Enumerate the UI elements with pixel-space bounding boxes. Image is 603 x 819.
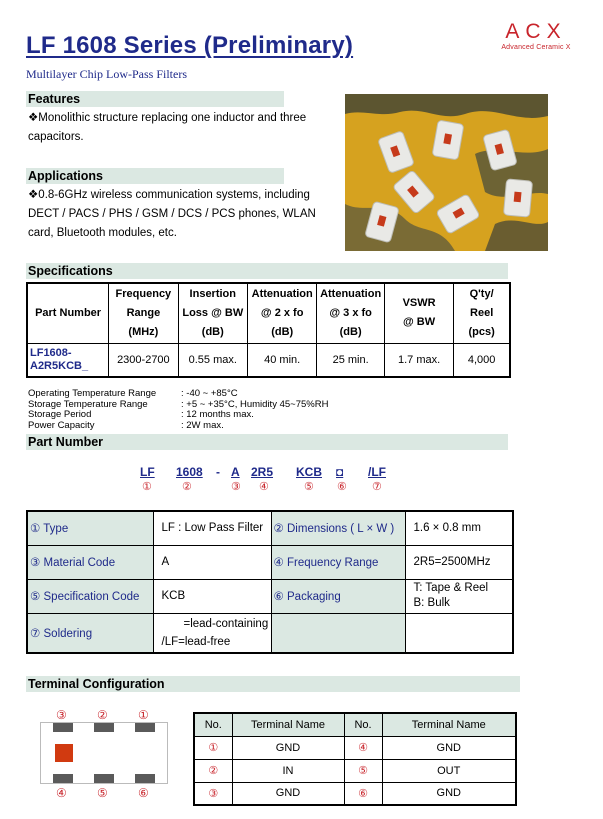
pn-label-soldering: ⑦ Soldering (27, 613, 153, 653)
spec-header-row (27, 283, 510, 343)
table-row (194, 782, 516, 805)
pad-6 (135, 774, 155, 783)
terminal-no: ④ (344, 736, 382, 759)
pn-row (27, 511, 513, 545)
pn-label-empty (271, 613, 405, 653)
applications-item: ❖0.8-6GHz wireless communication systems, including DECT / PACS / PHS / GSM / DCS / PCS phones, WLAN card, Bluetooth modules, etc. (28, 189, 316, 239)
pn-code-soldering: /LF (368, 465, 386, 479)
pn-label-spec: ⑤ Specification Code (27, 579, 153, 613)
product-photo (345, 94, 548, 251)
pn-value-soldering: =lead-containing /LF=lead-free (153, 613, 271, 653)
applications-heading: Applications (26, 168, 284, 184)
pn-index-6: ⑥ (337, 481, 347, 493)
condition-row: Power Capacity : 2W max. (28, 419, 224, 431)
pn-index-3: ③ (231, 481, 241, 493)
pn-dash: - (216, 465, 220, 479)
insertion-loss-cell: 0.55 max. (178, 343, 247, 377)
condition-row: Operating Temperature Range : -40 ~ +85°C (28, 388, 238, 399)
terminal-name: IN (232, 759, 344, 782)
th-no-1: No. (194, 713, 232, 736)
pin-label-4: ④ (56, 786, 67, 800)
col-vswr: VSWR @ BW (384, 283, 453, 343)
pn-label-packaging: ⑥ Packaging (271, 579, 405, 613)
pn-index-7: ⑦ (372, 481, 382, 493)
pn-index-2: ② (182, 481, 192, 493)
operating-conditions (28, 389, 328, 431)
col-part-number: Part Number (27, 283, 109, 343)
part-number-heading: Part Number (26, 434, 508, 450)
pn-code-spec: KCB (296, 465, 322, 479)
col-atten-2fo: Attenuation @ 2 x fo (dB) (247, 283, 316, 343)
pn-label-frequency: ④ Frequency Range (271, 545, 405, 579)
pn-code-dimensions: 1608 (176, 465, 203, 479)
th-no-2: No. (344, 713, 382, 736)
pn-label-material: ③ Material Code (27, 545, 153, 579)
pn-index-5: ⑤ (304, 481, 314, 493)
col-atten-3fo: Attenuation @ 3 x fo (dB) (317, 283, 384, 343)
atten-2fo-cell: 40 min. (247, 343, 316, 377)
th-terminal-name-1: Terminal Name (232, 713, 344, 736)
pn-value-empty (405, 613, 513, 653)
page-subtitle: Multilayer Chip Low-Pass Filters (26, 67, 187, 81)
pn-value-packaging: T: Tape & Reel B: Bulk (405, 579, 513, 613)
pn-code-frequency: 2R5 (251, 465, 274, 479)
polarity-mark (55, 744, 73, 762)
part-number-cell: LF1608- A2R5KCB_ (27, 343, 109, 377)
pn-label-type: ① Type (27, 511, 153, 545)
terminal-no: ⑥ (344, 782, 382, 805)
terminal-no: ③ (194, 782, 232, 805)
atten-3fo-cell: 25 min. (317, 343, 384, 377)
pn-code-type: LF (140, 465, 155, 479)
terminal-table (193, 712, 517, 806)
part-number-table (26, 510, 514, 654)
spec-data-row (27, 343, 510, 377)
pn-label-dimensions: ② Dimensions ( L × W ) (271, 511, 405, 545)
terminal-name: GND (232, 782, 344, 805)
terminal-name: GND (382, 782, 516, 805)
table-row (194, 736, 516, 759)
specifications-heading: Specifications (26, 263, 508, 279)
condition-row: Storage Temperature Range : +5 ~ +35°C, Humidity 45~75%RH (28, 398, 329, 410)
terminal-header-row (194, 713, 516, 736)
pn-code-packaging: ◘ (336, 465, 344, 479)
page-title: LF 1608 Series (Preliminary) (26, 32, 354, 59)
terminal-name: OUT (382, 759, 516, 782)
pad-1 (135, 723, 155, 732)
features-item: ❖Monolithic structure replacing one inductor and three capacitors. (28, 112, 307, 143)
pn-index-1: ① (142, 481, 152, 493)
logo-text: ACX (505, 20, 567, 43)
specifications-table (26, 282, 511, 378)
pin-label-5: ⑤ (97, 786, 108, 800)
chip-photo-illustration (345, 94, 548, 251)
pn-value-frequency: 2R5=2500MHz (405, 545, 513, 579)
th-terminal-name-2: Terminal Name (382, 713, 516, 736)
pin-label-3: ③ (56, 708, 67, 722)
pn-code-material: A (231, 465, 240, 479)
features-heading: Features (26, 91, 284, 107)
pn-row (27, 545, 513, 579)
condition-row: Storage Period : 12 months max. (28, 409, 254, 420)
pin-label-1: ① (138, 708, 149, 722)
terminal-name: GND (382, 736, 516, 759)
pad-4 (53, 774, 73, 783)
terminal-no: ① (194, 736, 232, 759)
col-frequency: Frequency Range (MHz) (109, 283, 178, 343)
vswr-cell: 1.7 max. (384, 343, 453, 377)
acx-logo (488, 20, 584, 51)
pad-3 (53, 723, 73, 732)
pad-5 (94, 774, 114, 783)
terminal-no: ⑤ (344, 759, 382, 782)
frequency-cell: 2300-2700 (109, 343, 178, 377)
chip-package-diagram (40, 722, 168, 784)
pn-value-spec: KCB (153, 579, 271, 613)
pin-label-6: ⑥ (138, 786, 149, 800)
pn-value-material: A (153, 545, 271, 579)
pn-row (27, 613, 513, 653)
table-row (194, 759, 516, 782)
terminal-name: GND (232, 736, 344, 759)
terminal-heading: Terminal Configuration (26, 676, 520, 692)
pn-value-dimensions: 1.6 × 0.8 mm (405, 511, 513, 545)
pn-value-type: LF : Low Pass Filter (153, 511, 271, 545)
logo-subtext: Advanced Ceramic X (501, 44, 571, 51)
pin-label-2: ② (97, 708, 108, 722)
pad-2 (94, 723, 114, 732)
pn-index-4: ④ (259, 481, 269, 493)
qty-cell: 4,000 (454, 343, 510, 377)
col-qty: Q'ty/ Reel (pcs) (454, 283, 510, 343)
col-insertion-loss: Insertion Loss @ BW (dB) (178, 283, 247, 343)
pn-row (27, 579, 513, 613)
terminal-no: ② (194, 759, 232, 782)
